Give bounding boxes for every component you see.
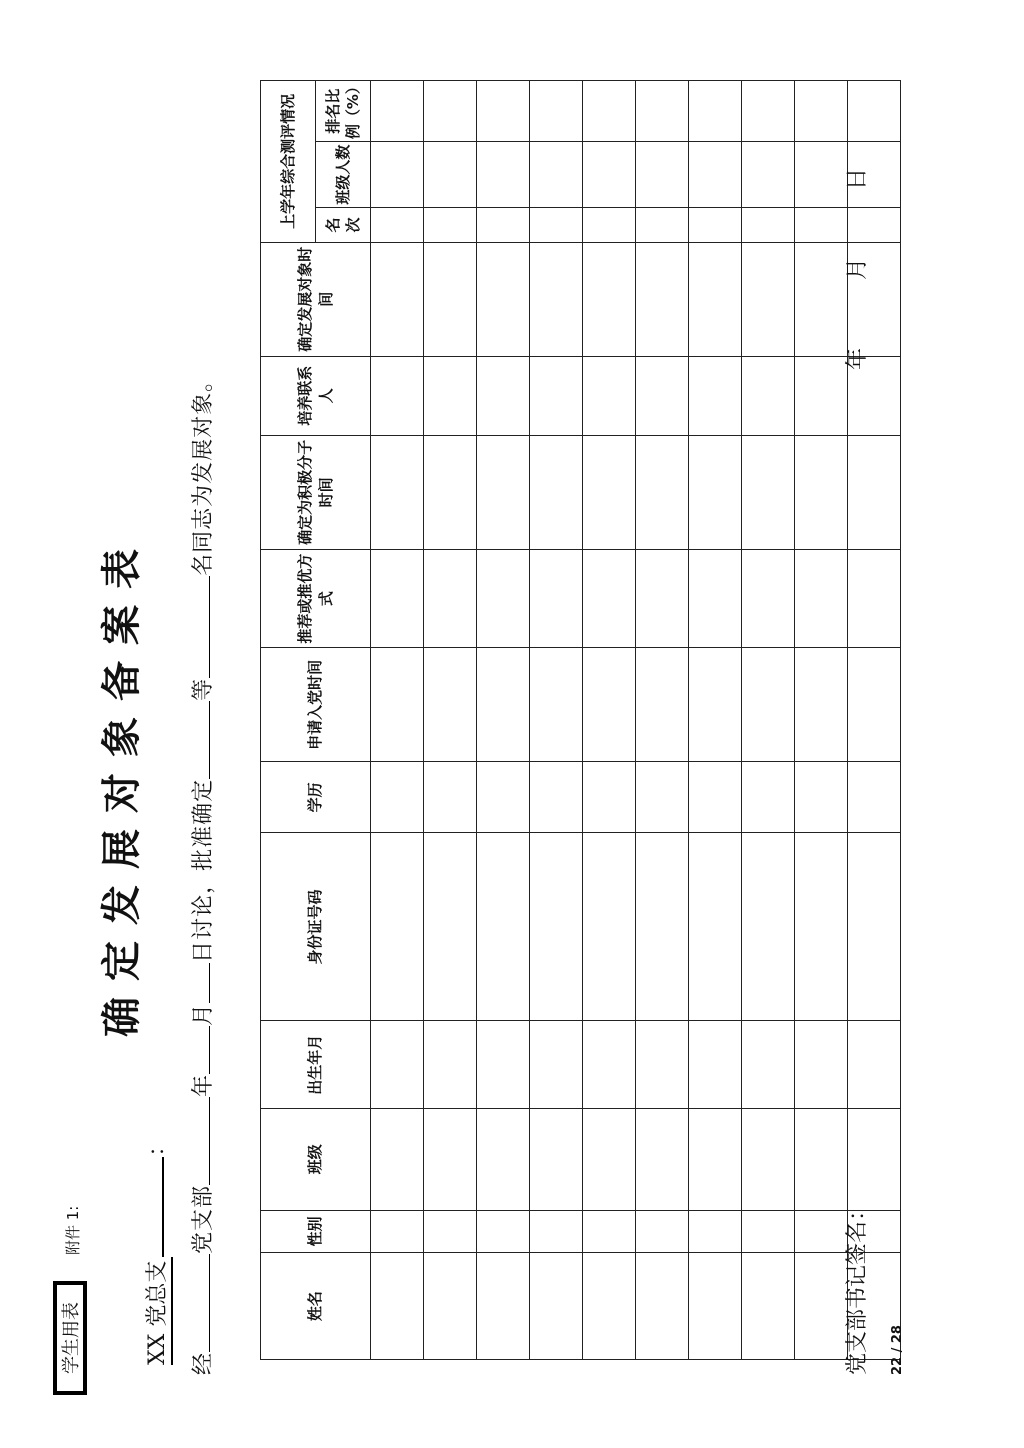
- table-cell[interactable]: [689, 1253, 742, 1360]
- table-cell[interactable]: [530, 81, 583, 142]
- table-cell[interactable]: [477, 356, 530, 435]
- table-cell[interactable]: [583, 1108, 636, 1210]
- header-class: 班级: [261, 1108, 371, 1210]
- blank-names[interactable]: [189, 701, 210, 779]
- table-cell[interactable]: [424, 435, 477, 549]
- table-cell[interactable]: [742, 762, 795, 833]
- table-cell[interactable]: [371, 1108, 424, 1210]
- table-cell[interactable]: [689, 648, 742, 762]
- table-cell[interactable]: [583, 1210, 636, 1253]
- table-cell[interactable]: [795, 435, 848, 549]
- table-cell[interactable]: [530, 762, 583, 833]
- table-cell[interactable]: [477, 142, 530, 208]
- intro-tail: 名同志为发展对象。: [191, 368, 216, 576]
- table-cell[interactable]: [795, 1021, 848, 1108]
- header-birth: 出生年月: [261, 1021, 371, 1108]
- party-general-branch-line: [140, 1135, 173, 1365]
- header-confirm-time: 确定发展对象时间: [261, 242, 371, 356]
- table-cell[interactable]: [636, 435, 689, 549]
- header-recommend: 推荐或推优方式: [261, 549, 371, 648]
- intro-jing: 经: [191, 1351, 216, 1375]
- table-cell[interactable]: [689, 549, 742, 648]
- table-cell[interactable]: [795, 1108, 848, 1210]
- table-cell[interactable]: [742, 1108, 795, 1210]
- table-cell[interactable]: [530, 833, 583, 1021]
- intro-branch: 党支部: [191, 1184, 216, 1254]
- table-cell[interactable]: [636, 648, 689, 762]
- table-cell[interactable]: [371, 1210, 424, 1253]
- header-class-count: 班级人数: [316, 142, 371, 208]
- table-cell[interactable]: [689, 81, 742, 142]
- header-rank: 名次: [316, 208, 371, 243]
- table-cell[interactable]: [371, 435, 424, 549]
- table-row: [689, 81, 742, 1360]
- table-cell[interactable]: [371, 833, 424, 1021]
- table-cell[interactable]: [530, 356, 583, 435]
- header-apply-time: 申请入党时间: [261, 648, 371, 762]
- table-cell[interactable]: [689, 242, 742, 356]
- table-cell[interactable]: [371, 356, 424, 435]
- table-cell[interactable]: [742, 1253, 795, 1360]
- table-cell[interactable]: [530, 1210, 583, 1253]
- form-sheet: [61, 79, 905, 1395]
- table-cell[interactable]: [795, 81, 848, 142]
- table-cell[interactable]: [848, 549, 901, 648]
- table-cell[interactable]: [371, 549, 424, 648]
- date-day: 日: [845, 165, 870, 190]
- table-cell[interactable]: [371, 242, 424, 356]
- date-line: [840, 166, 871, 370]
- table-cell[interactable]: [371, 208, 424, 243]
- table-cell[interactable]: [636, 1253, 689, 1360]
- student-use-badge: 学生用表: [53, 1281, 87, 1395]
- intro-month: 月: [191, 1002, 216, 1026]
- table-cell[interactable]: [424, 549, 477, 648]
- table-cell[interactable]: [477, 208, 530, 243]
- table-cell[interactable]: [795, 549, 848, 648]
- table-cell[interactable]: [583, 356, 636, 435]
- table-cell[interactable]: [742, 81, 795, 142]
- intro-day-discuss: 日讨论，批准确定: [191, 778, 216, 963]
- table-cell[interactable]: [477, 833, 530, 1021]
- table-cell[interactable]: [636, 762, 689, 833]
- table-cell[interactable]: [530, 142, 583, 208]
- table-cell[interactable]: [848, 1108, 901, 1210]
- table-cell[interactable]: [530, 435, 583, 549]
- header-education: 学历: [261, 762, 371, 833]
- table-cell[interactable]: [742, 1210, 795, 1253]
- table-cell[interactable]: [530, 1253, 583, 1360]
- table-cell[interactable]: [848, 81, 901, 142]
- table-cell[interactable]: [477, 549, 530, 648]
- header-id: 身份证号码: [261, 833, 371, 1021]
- date-month: 月: [845, 255, 870, 280]
- table-cell[interactable]: [636, 549, 689, 648]
- table-cell[interactable]: [636, 833, 689, 1021]
- table-cell[interactable]: [424, 356, 477, 435]
- table-cell[interactable]: [848, 1021, 901, 1108]
- table-cell[interactable]: [689, 142, 742, 208]
- table-cell[interactable]: [424, 1210, 477, 1253]
- table-cell[interactable]: [530, 1021, 583, 1108]
- table-cell[interactable]: [636, 1210, 689, 1253]
- secretary-signature-label: 党支部书记签名：: [845, 1198, 870, 1375]
- table-cell[interactable]: [689, 208, 742, 243]
- table-cell[interactable]: [583, 762, 636, 833]
- table-cell[interactable]: [848, 648, 901, 762]
- table-body: [371, 81, 901, 1360]
- table-cell[interactable]: [689, 435, 742, 549]
- table-row: [424, 81, 477, 1360]
- colon: ：: [145, 1134, 170, 1157]
- table-row: [530, 81, 583, 1360]
- table-cell[interactable]: [477, 81, 530, 142]
- table-cell[interactable]: [424, 81, 477, 142]
- party-general-branch-name: XX 党总支: [140, 1257, 173, 1365]
- table-cell[interactable]: [477, 762, 530, 833]
- table-cell[interactable]: [742, 208, 795, 243]
- table-cell[interactable]: [742, 242, 795, 356]
- intro-sentence: [186, 369, 217, 1375]
- table-cell[interactable]: [583, 833, 636, 1021]
- table-cell[interactable]: [424, 208, 477, 243]
- table-cell[interactable]: [742, 356, 795, 435]
- table-cell[interactable]: [689, 833, 742, 1021]
- blank-general[interactable]: [189, 1254, 210, 1352]
- party-general-branch-blank[interactable]: [162, 1157, 164, 1257]
- candidate-table: [260, 80, 901, 1360]
- table-cell[interactable]: [530, 549, 583, 648]
- table-cell[interactable]: [636, 208, 689, 243]
- header-name: 姓名: [261, 1253, 371, 1360]
- table-cell[interactable]: [530, 242, 583, 356]
- table-cell[interactable]: [636, 356, 689, 435]
- table-cell[interactable]: [424, 1253, 477, 1360]
- header-gender: 性别: [261, 1210, 371, 1253]
- table-cell[interactable]: [371, 762, 424, 833]
- table-cell[interactable]: [742, 833, 795, 1021]
- table-cell[interactable]: [689, 762, 742, 833]
- table-cell[interactable]: [689, 356, 742, 435]
- table-cell[interactable]: [424, 142, 477, 208]
- table-cell[interactable]: [795, 762, 848, 833]
- header-rank-ratio: 排名比例（%）: [316, 81, 371, 142]
- table-cell[interactable]: [583, 1253, 636, 1360]
- attachment-label: 附件 1:: [64, 1205, 82, 1255]
- table-cell[interactable]: [742, 1021, 795, 1108]
- table-cell[interactable]: [530, 648, 583, 762]
- table-cell[interactable]: [424, 1021, 477, 1108]
- table-cell[interactable]: [583, 208, 636, 243]
- table-cell[interactable]: [689, 1021, 742, 1108]
- table-cell[interactable]: [795, 648, 848, 762]
- table-cell[interactable]: [636, 142, 689, 208]
- table-cell[interactable]: [689, 1210, 742, 1253]
- table-cell[interactable]: [848, 833, 901, 1021]
- table-cell[interactable]: [583, 142, 636, 208]
- table-cell[interactable]: [424, 648, 477, 762]
- table-cell[interactable]: [424, 242, 477, 356]
- table-cell[interactable]: [530, 208, 583, 243]
- table-cell[interactable]: [424, 762, 477, 833]
- blank-year[interactable]: [189, 1097, 210, 1185]
- header-activist-time: 确定为积极分子时间: [261, 435, 371, 549]
- table-cell[interactable]: [795, 833, 848, 1021]
- table-cell[interactable]: [371, 648, 424, 762]
- blank-count[interactable]: [189, 576, 210, 678]
- intro-deng: 等: [191, 677, 216, 701]
- intro-year: 年: [191, 1073, 216, 1097]
- date-year: 年: [845, 345, 870, 370]
- table-cell[interactable]: [583, 435, 636, 549]
- blank-month[interactable]: [189, 1026, 210, 1074]
- table-cell[interactable]: [424, 833, 477, 1021]
- table-cell[interactable]: [583, 242, 636, 356]
- table-cell[interactable]: [583, 1021, 636, 1108]
- table-cell[interactable]: [848, 762, 901, 833]
- table-row: [371, 81, 424, 1360]
- table-cell[interactable]: [477, 1210, 530, 1253]
- table-cell[interactable]: [371, 81, 424, 142]
- table-row: [477, 81, 530, 1360]
- table-cell[interactable]: [477, 435, 530, 549]
- table-cell[interactable]: [371, 1253, 424, 1360]
- table-cell[interactable]: [477, 1108, 530, 1210]
- page-number: 22 / 28: [890, 1325, 905, 1375]
- table-cell[interactable]: [530, 1108, 583, 1210]
- table-row: [636, 81, 689, 1360]
- table-cell[interactable]: [477, 648, 530, 762]
- table-cell[interactable]: [848, 435, 901, 549]
- table-cell[interactable]: [636, 242, 689, 356]
- table-cell[interactable]: [424, 1108, 477, 1210]
- table-cell[interactable]: [636, 1021, 689, 1108]
- table-cell[interactable]: [689, 1108, 742, 1210]
- table-cell[interactable]: [477, 1021, 530, 1108]
- table-cell[interactable]: [477, 1253, 530, 1360]
- table-cell[interactable]: [583, 549, 636, 648]
- header-contact: 培养联系人: [261, 356, 371, 435]
- table-cell[interactable]: [583, 81, 636, 142]
- table-row: [583, 81, 636, 1360]
- table-cell[interactable]: [636, 1108, 689, 1210]
- table-cell[interactable]: [742, 142, 795, 208]
- table-cell[interactable]: [477, 242, 530, 356]
- page-title: 确定发展对象备案表: [98, 533, 145, 1037]
- table-cell[interactable]: [742, 549, 795, 648]
- table-row: [742, 81, 795, 1360]
- table-cell[interactable]: [636, 81, 689, 142]
- table-cell[interactable]: [371, 142, 424, 208]
- blank-day[interactable]: [189, 963, 210, 1003]
- table-cell[interactable]: [371, 1021, 424, 1108]
- header-row-1: [261, 81, 316, 1360]
- table-cell[interactable]: [742, 648, 795, 762]
- table-cell[interactable]: [583, 648, 636, 762]
- header-eval-group: 上学年综合测评情况: [261, 81, 316, 243]
- table-cell[interactable]: [742, 435, 795, 549]
